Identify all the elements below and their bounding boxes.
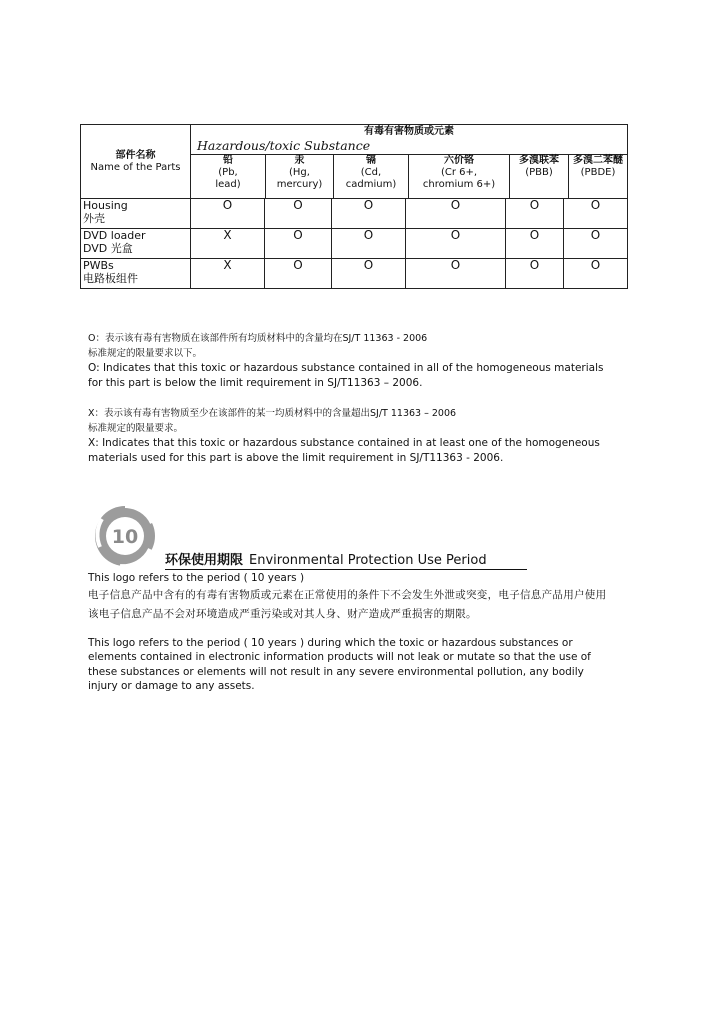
table-row bbox=[81, 199, 628, 229]
table-row bbox=[81, 229, 628, 259]
value-cell: O bbox=[332, 259, 406, 289]
col-header-pbde: 多溴二苯醚 (PBDE) bbox=[569, 154, 627, 198]
epu-title-zh: 环保使用期限 bbox=[165, 553, 244, 568]
x-note bbox=[88, 407, 608, 465]
parts-header-en: Name of the Parts bbox=[90, 161, 181, 173]
value-cell: O bbox=[265, 199, 332, 229]
value-cell: O bbox=[564, 229, 628, 259]
o-note bbox=[88, 332, 608, 390]
col-header-pbb: 多溴联苯 (PBB) bbox=[510, 154, 569, 198]
epu-paragraph-3: This logo refers to the period ( 10 years ) during which the toxic or hazardous substances or elements contained in electronic information products will not leak or mutate so that the use of these substances or elements will not result in any severe environmental pollution, any bodily injury or damage to any assets. bbox=[88, 636, 591, 692]
value-cell: O bbox=[332, 199, 406, 229]
o-note-zh-line-1: O：表示该有毒有害物质在该部件所有均质材料中的含量均在SJ/T 11363 - 2006 bbox=[88, 333, 428, 344]
o-note-zh-line-2: 标准规定的限量要求以下。 bbox=[88, 347, 203, 359]
part-name-cell: DVD loader DVD 光盒 bbox=[81, 229, 191, 259]
value-cell: O bbox=[406, 199, 506, 229]
parts-header-zh: 部件名称 bbox=[115, 149, 156, 161]
value-cell: X bbox=[191, 229, 265, 259]
logo-number: 10 bbox=[111, 526, 139, 548]
value-cell: O bbox=[564, 199, 628, 229]
value-cell: O bbox=[332, 229, 406, 259]
value-cell: O bbox=[406, 229, 506, 259]
table-row bbox=[81, 259, 628, 289]
x-note-zh-line-1: X：表示该有毒有害物质至少在该部件的某一均质材料中的含量超出SJ/T 11363 – 2006 bbox=[88, 408, 457, 419]
value-cell: O bbox=[506, 229, 564, 259]
value-cell: O bbox=[506, 199, 564, 229]
value-cell: O bbox=[265, 229, 332, 259]
col-header-cd: 镉 (Cd, cadmium) bbox=[334, 154, 409, 198]
epu-paragraph-2-zh: 电子信息产品中含有的有毒有害物质或元素在正常使用的条件下不会发生外泄或突变，电子信息产品用户使用该电子信息产品不会对环境造成严重污染或对其人身、财产造成严重损害的期限。 bbox=[88, 588, 607, 620]
epu-paragraph-1: This logo refers to the period ( 10 years ) bbox=[88, 572, 305, 584]
col-header-pb: 铅 (Pb, lead) bbox=[191, 154, 266, 198]
value-cell: O bbox=[506, 259, 564, 289]
x-note-zh-line-2: 标准规定的限量要求。 bbox=[88, 422, 184, 434]
part-name-cell: PWBs 电路板组件 bbox=[81, 259, 191, 289]
epu-text bbox=[88, 571, 608, 694]
hazardous-substance-table bbox=[80, 124, 628, 289]
value-cell: O bbox=[564, 259, 628, 289]
part-name-cell: Housing 外壳 bbox=[81, 199, 191, 229]
col-header-hg: 汞 (Hg, mercury) bbox=[266, 154, 334, 198]
recycle-10-years-logo-icon bbox=[92, 503, 158, 569]
value-cell: O bbox=[191, 199, 265, 229]
substance-header-en: Hazardous/toxic Substance bbox=[197, 138, 371, 153]
epu-title bbox=[165, 549, 527, 570]
epu-title-en: Environmental Protection Use Period bbox=[249, 553, 487, 568]
o-note-en: O: Indicates that this toxic or hazardous substance contained in all of the homogeneous materials for this part is below the limit requirement in SJ/T11363 – 2006. bbox=[88, 362, 604, 389]
x-note-en: X: Indicates that this toxic or hazardous substance contained in at least one of the homogeneous materials used for this part is above the limit requirement in SJ/T11363 - 2006. bbox=[88, 437, 600, 464]
col-header-cr6: 六价铬 (Cr 6+, chromium 6+) bbox=[409, 154, 510, 198]
parts-header-cell bbox=[81, 125, 191, 199]
value-cell: O bbox=[406, 259, 506, 289]
value-cell: X bbox=[191, 259, 265, 289]
substance-header-zh: 有毒有害物质或元素 bbox=[191, 125, 628, 141]
value-cell: O bbox=[265, 259, 332, 289]
